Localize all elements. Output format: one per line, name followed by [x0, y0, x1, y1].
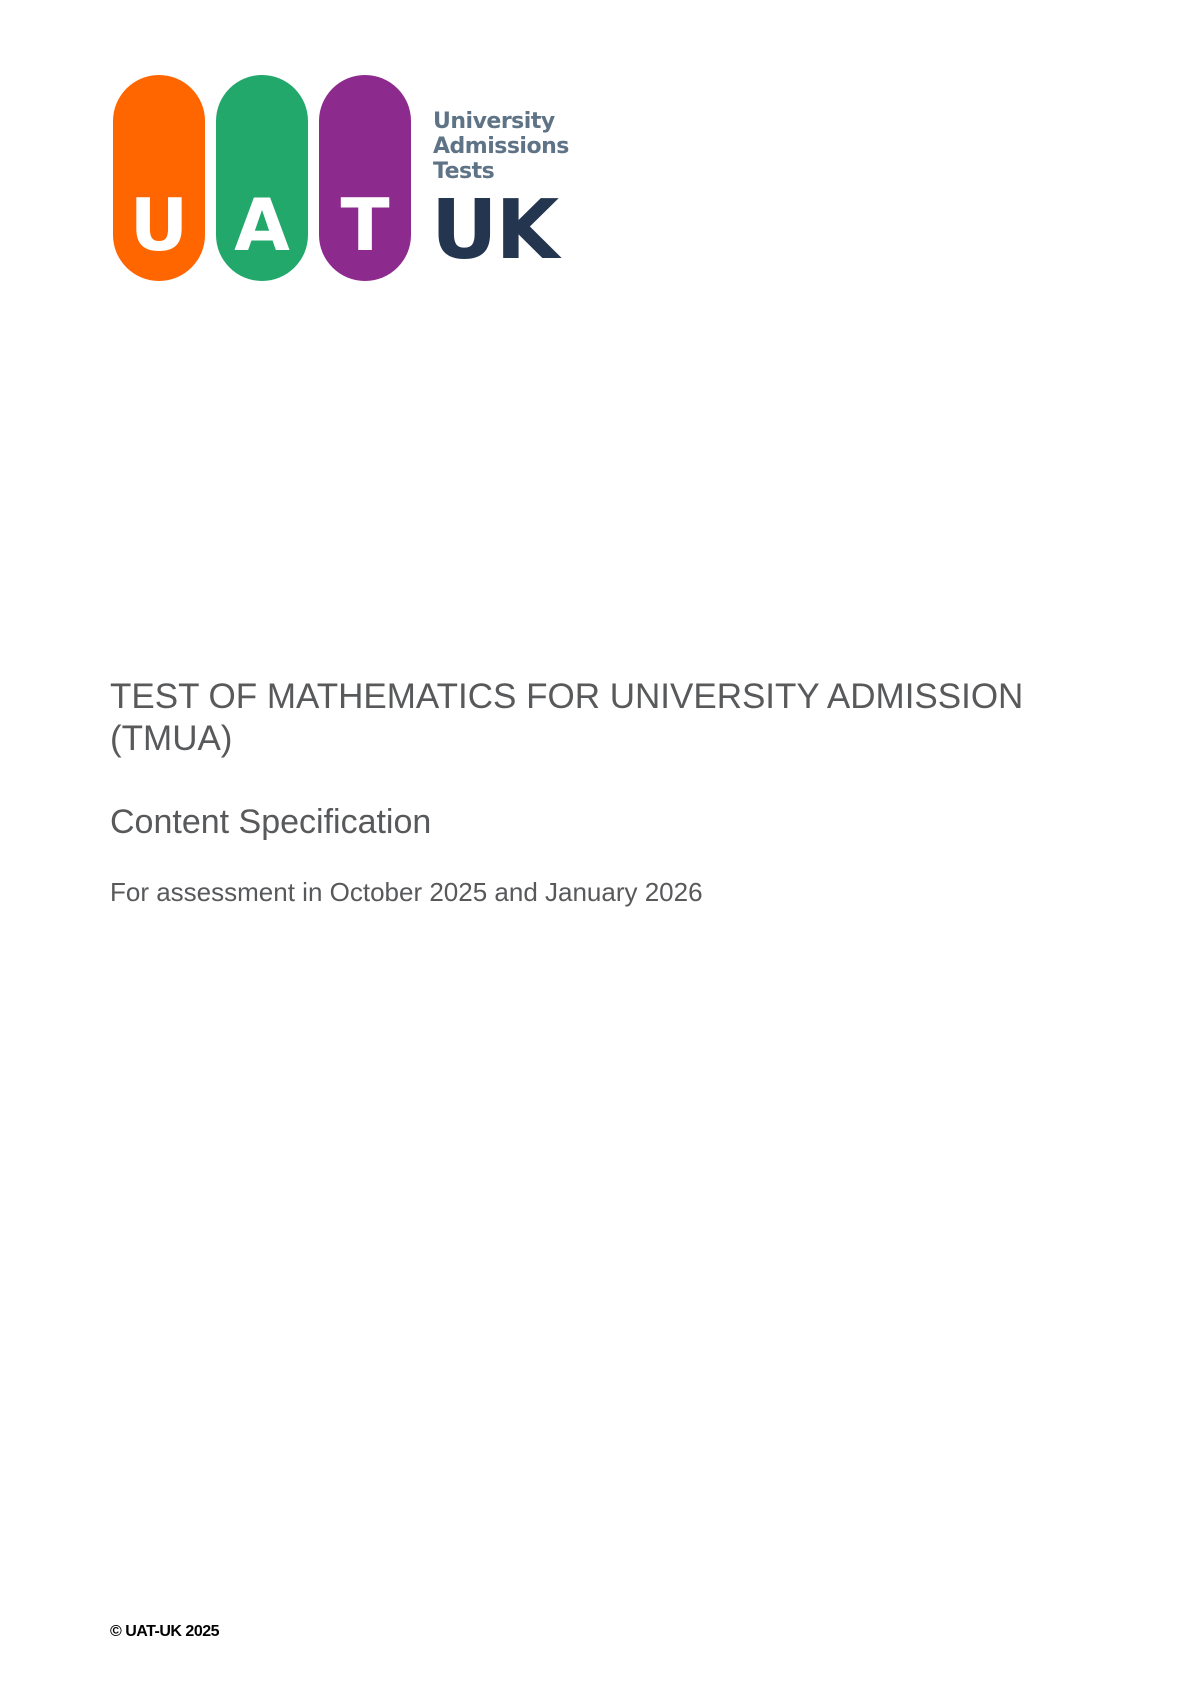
assessment-period: For assessment in October 2025 and January 2026	[110, 877, 703, 907]
copyright-notice: © UAT-UK 2025	[110, 1623, 220, 1640]
logo-pill-u	[113, 75, 205, 281]
logo-pill-a	[216, 75, 308, 281]
logo-letter-a: A	[234, 183, 290, 267]
logo-line-university: University	[433, 109, 555, 134]
logo-line-tests: Tests	[433, 159, 495, 184]
logo-pill-t	[319, 75, 411, 281]
logo-uk: UK	[431, 183, 558, 278]
uat-uk-logo	[113, 75, 583, 281]
logo-wordmark	[433, 109, 593, 184]
document-subtitle: Content Specification	[110, 803, 432, 841]
logo-letter-t: T	[340, 183, 390, 267]
logo-letter-u: U	[129, 183, 189, 267]
document-title: TEST OF MATHEMATICS FOR UNIVERSITY ADMISSION (TMUA)	[110, 677, 1024, 758]
logo-line-admissions: Admissions	[433, 134, 569, 159]
